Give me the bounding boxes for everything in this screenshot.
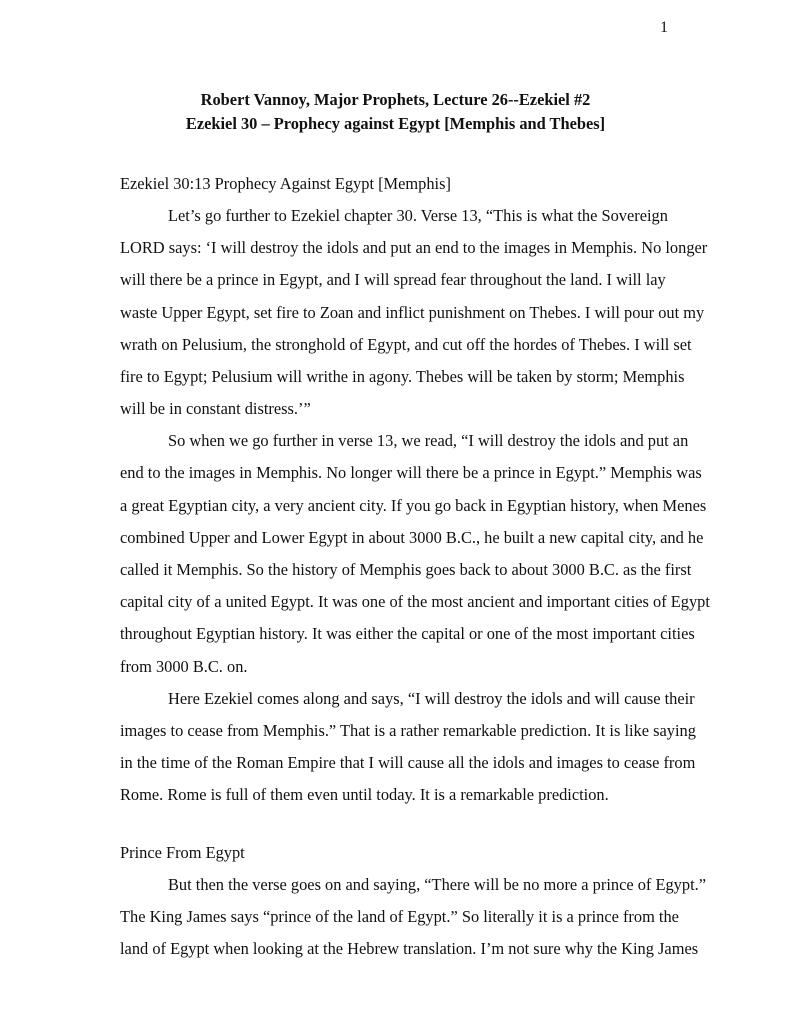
section-heading: Ezekiel 30:13 Prophecy Against Egypt [Memphis]	[120, 174, 451, 193]
text-line: So when we go further in verse 13, we read, “I will destroy the idols and put an	[168, 431, 689, 450]
text-line: will there be a prince in Egypt, and I will spread fear throughout the land. I will lay	[120, 270, 666, 289]
text-line: in the time of the Roman Empire that I will cause all the idols and images to cease from	[120, 753, 696, 772]
text-line: The King James says “prince of the land of Egypt.” So literally it is a prince from the	[120, 907, 679, 926]
text-line: called it Memphis. So the history of Memphis goes back to about 3000 B.C. as the first	[120, 560, 692, 579]
section-heading: Prince From Egypt	[120, 843, 245, 862]
text-line: Here Ezekiel comes along and says, “I will destroy the idols and will cause their	[168, 689, 695, 708]
text-line: a great Egyptian city, a very ancient city. If you go back in Egyptian history, when Menes	[120, 496, 707, 515]
text-line: Rome. Rome is full of them even until today. It is a remarkable prediction.	[120, 785, 609, 804]
text-line: But then the verse goes on and saying, “There will be no more a prince of Egypt.”	[168, 875, 706, 894]
document-title: Robert Vannoy, Major Prophets, Lecture 26--Ezekiel #2	[200, 90, 591, 109]
text-line: combined Upper and Lower Egypt in about 3000 B.C., he built a new capital city, and he	[120, 528, 704, 547]
text-line: from 3000 B.C. on.	[120, 657, 248, 676]
text-line: throughout Egyptian history. It was either the capital or one of the most important cities	[120, 624, 695, 643]
text-line: end to the images in Memphis. No longer will there be a prince in Egypt.” Memphis was	[120, 463, 702, 482]
text-line: wrath on Pelusium, the stronghold of Egypt, and cut off the hordes of Thebes. I will set	[120, 335, 692, 354]
page-number: 1	[660, 19, 668, 36]
text-line: images to cease from Memphis.” That is a rather remarkable prediction. It is like saying	[120, 721, 696, 740]
text-line: capital city of a united Egypt. It was one of the most ancient and important cities of Egypt	[120, 592, 710, 611]
text-line: Let’s go further to Ezekiel chapter 30. Verse 13, “This is what the Sovereign	[168, 206, 668, 225]
text-line: LORD says: ‘I will destroy the idols and put an end to the images in Memphis. No longer	[120, 238, 708, 257]
text-line: land of Egypt when looking at the Hebrew translation. I’m not sure why the King James	[120, 939, 699, 958]
text-line: waste Upper Egypt, set fire to Zoan and inflict punishment on Thebes. I will pour out my	[120, 303, 705, 322]
text-line: fire to Egypt; Pelusium will writhe in agony. Thebes will be taken by storm; Memphis	[120, 367, 685, 386]
document-subtitle: Ezekiel 30 – Prophecy against Egypt [Memphis and Thebes]	[185, 114, 606, 133]
text-line: will be in constant distress.’”	[120, 399, 311, 418]
